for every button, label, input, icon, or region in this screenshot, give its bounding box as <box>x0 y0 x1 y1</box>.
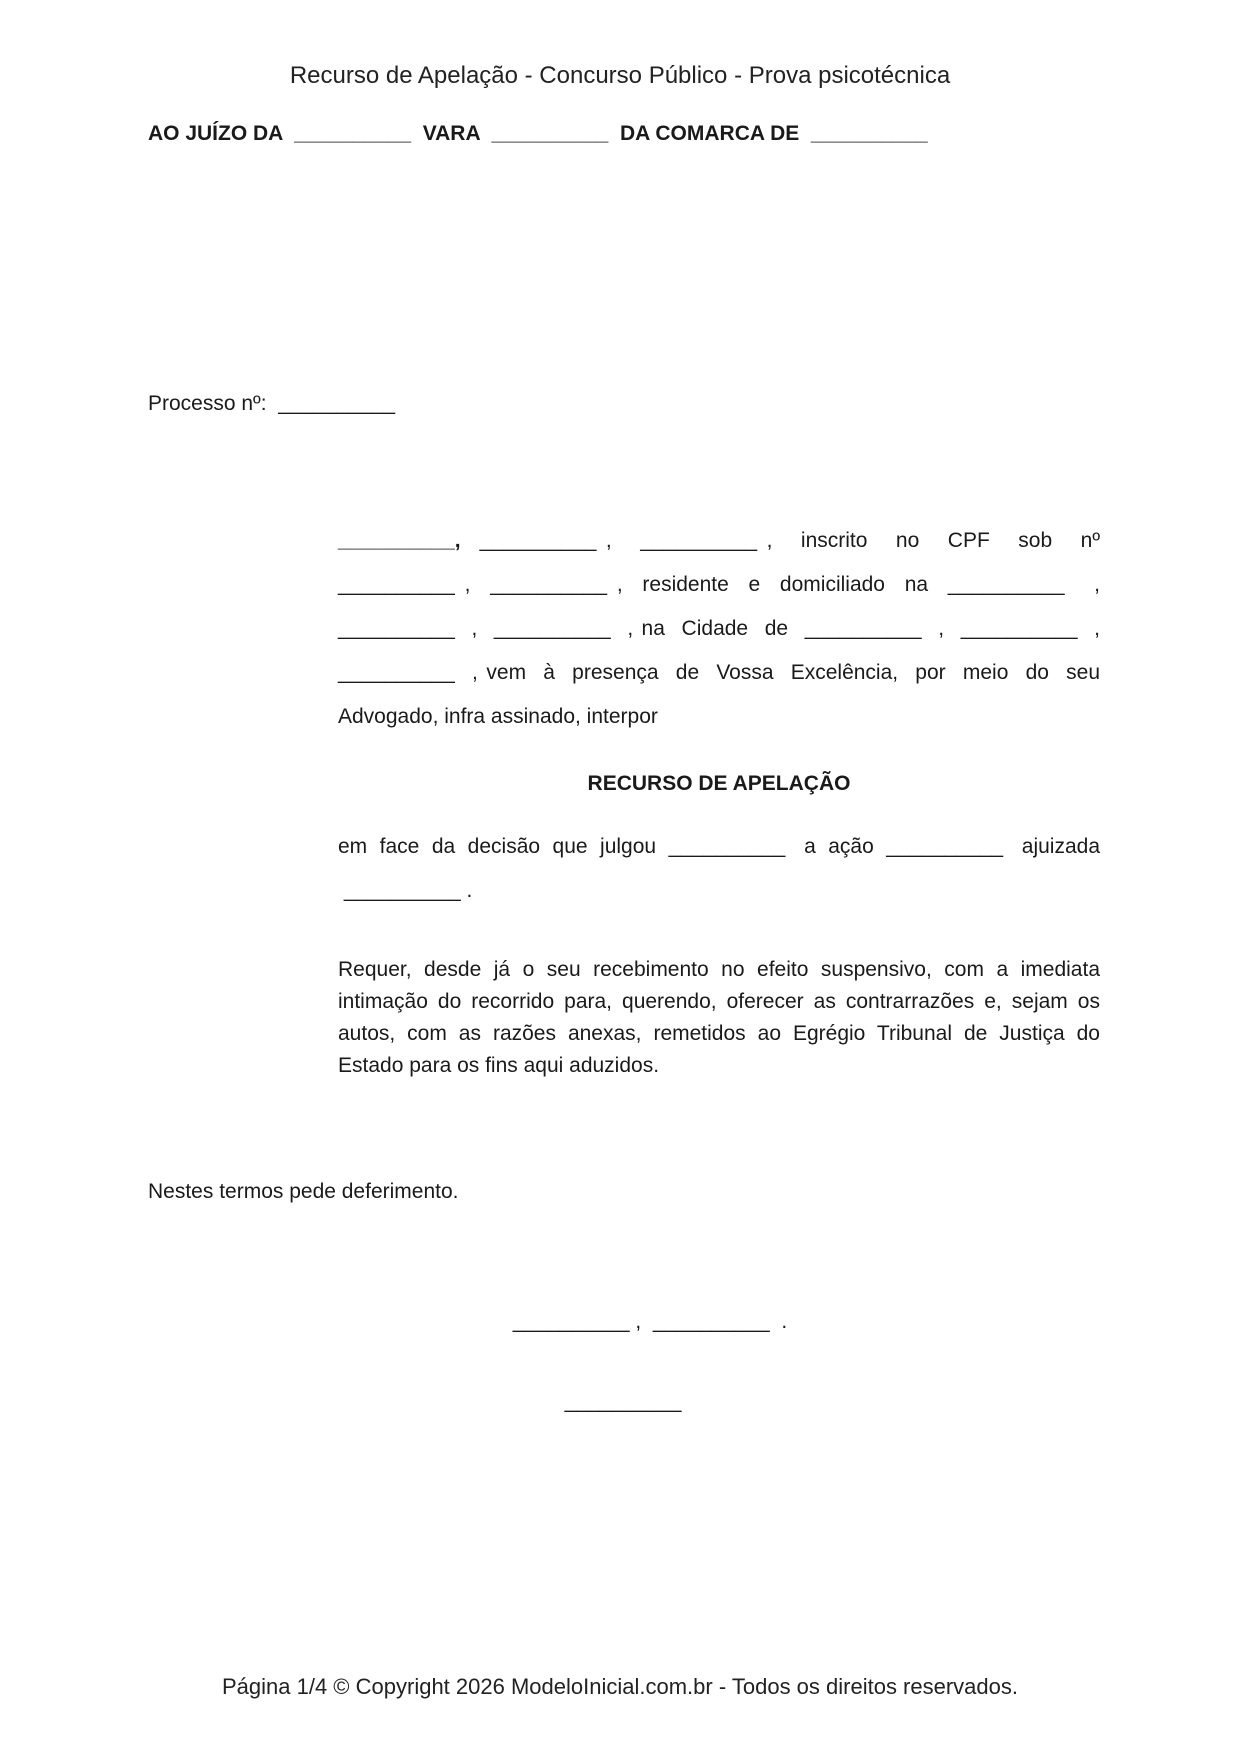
page-footer: Página 1/4 © Copyright 2026 ModeloInicial.com.br - Todos os direitos reservados. <box>222 1674 1018 1699</box>
request-paragraph: Requer, desde já o seu recebimento no efeito suspensivo, com a imediata intimação do recorrido para, querendo, oferecer as contrarrazões e, sejam os autos, com as razões anexas, remetidos ao Egrégio Tribunal de Justiça do Estado para os fins aqui aduzidos. <box>338 958 1100 1077</box>
request-block <box>338 954 1100 1082</box>
qualification-line-1-rest: __________ , __________ , inscrito no CPF sob nº <box>460 529 1100 552</box>
decision-block <box>338 836 1100 924</box>
qualification-line-5: Advogado, infra assinado, interpor <box>338 705 658 728</box>
addressee-line: AO JUÍZO DA __________ VARA __________ DA COMARCA DE __________ <box>148 122 928 145</box>
qualification-line-4: __________ , vem à presença de Vossa Excelência, por meio do seu <box>338 661 1100 684</box>
decision-line-2: __________ . <box>338 879 473 902</box>
party-name-blank: __________, <box>338 529 461 552</box>
qualification-block <box>338 530 1100 750</box>
signature-line: __________ <box>564 1390 682 1413</box>
decision-line-1: em face da decisão que julgou __________ a ação __________ ajuizada <box>338 835 1100 858</box>
qualification-line-3: __________ , __________ , na Cidade de __________ , __________ , <box>338 617 1100 640</box>
qualification-line-2: __________ , __________ , residente e domiciliado na __________ , <box>338 573 1100 596</box>
process-number-line: Processo nº: __________ <box>148 392 396 415</box>
page-header: Recurso de Apelação - Concurso Público - Prova psicotécnica <box>289 62 951 89</box>
place-date-line: __________ , __________ . <box>512 1310 788 1333</box>
qualification-line-1 <box>338 530 1100 574</box>
appeal-title: RECURSO DE APELAÇÃO <box>587 772 851 795</box>
closing-text: Nestes termos pede deferimento. <box>148 1180 459 1203</box>
